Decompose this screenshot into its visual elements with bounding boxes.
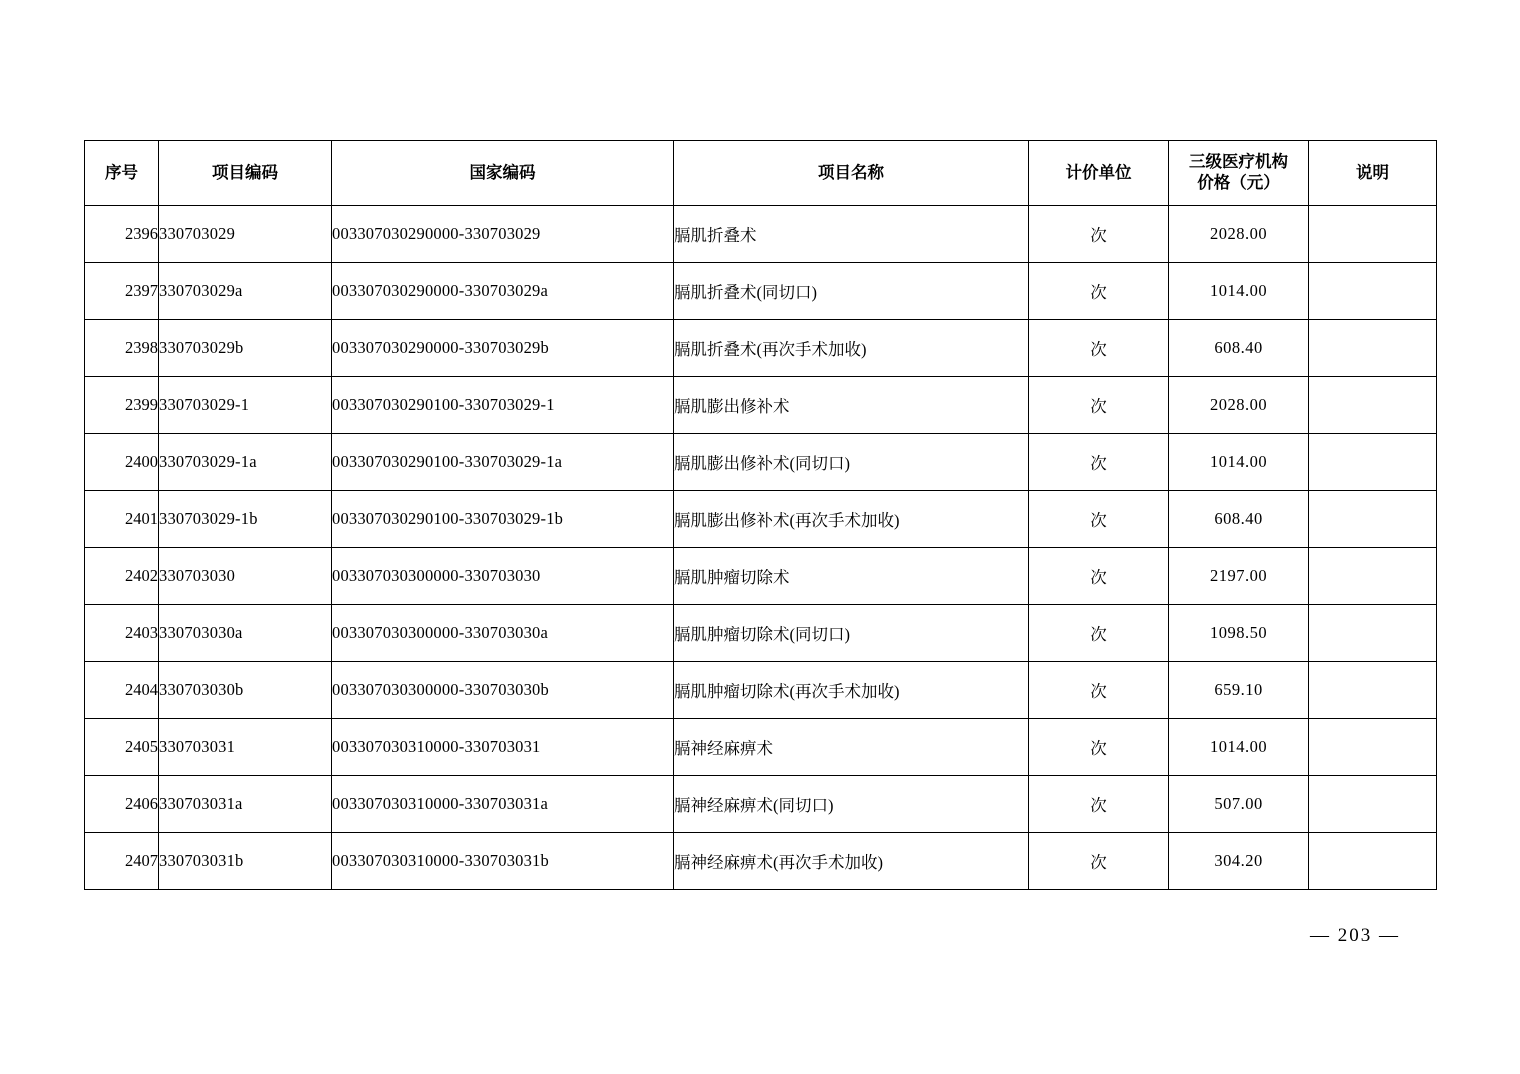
cell-note — [1309, 491, 1437, 548]
cell-seq: 2399 — [85, 377, 159, 434]
cell-price: 1014.00 — [1169, 263, 1309, 320]
cell-price: 2197.00 — [1169, 548, 1309, 605]
cell-note — [1309, 377, 1437, 434]
cell-price: 1014.00 — [1169, 434, 1309, 491]
cell-price: 608.40 — [1169, 491, 1309, 548]
cell-note — [1309, 605, 1437, 662]
table-row — [85, 833, 1437, 890]
cell-price: 507.00 — [1169, 776, 1309, 833]
cell-seq: 2403 — [85, 605, 159, 662]
cell-item-code: 330703029 — [159, 206, 332, 263]
cell-national-code: 003307030300000-330703030b — [332, 662, 674, 719]
price-table — [84, 140, 1437, 890]
column-header-item-name: 项目名称 — [674, 141, 1029, 206]
cell-price: 2028.00 — [1169, 206, 1309, 263]
cell-item-code: 330703029b — [159, 320, 332, 377]
cell-national-code: 003307030310000-330703031b — [332, 833, 674, 890]
cell-item-name: 膈神经麻痹术(同切口) — [674, 776, 1029, 833]
cell-unit: 次 — [1029, 662, 1169, 719]
table-row — [85, 662, 1437, 719]
cell-item-code: 330703030a — [159, 605, 332, 662]
cell-seq: 2404 — [85, 662, 159, 719]
table-row — [85, 320, 1437, 377]
page-number: — 203 — — [1310, 925, 1400, 946]
cell-national-code: 003307030290100-330703029-1 — [332, 377, 674, 434]
cell-item-name: 膈肌膨出修补术(再次手术加收) — [674, 491, 1029, 548]
cell-unit: 次 — [1029, 377, 1169, 434]
column-header-unit: 计价单位 — [1029, 141, 1169, 206]
cell-unit: 次 — [1029, 206, 1169, 263]
cell-seq: 2406 — [85, 776, 159, 833]
cell-item-code: 330703030b — [159, 662, 332, 719]
cell-price: 2028.00 — [1169, 377, 1309, 434]
cell-unit: 次 — [1029, 434, 1169, 491]
cell-national-code: 003307030290100-330703029-1a — [332, 434, 674, 491]
table-row — [85, 605, 1437, 662]
cell-item-name: 膈肌折叠术(再次手术加收) — [674, 320, 1029, 377]
cell-unit: 次 — [1029, 776, 1169, 833]
cell-seq: 2400 — [85, 434, 159, 491]
cell-price: 659.10 — [1169, 662, 1309, 719]
cell-unit: 次 — [1029, 263, 1169, 320]
table-header-row — [85, 141, 1437, 206]
cell-note — [1309, 719, 1437, 776]
cell-item-code: 330703031 — [159, 719, 332, 776]
cell-price: 608.40 — [1169, 320, 1309, 377]
cell-price: 1098.50 — [1169, 605, 1309, 662]
table-body — [85, 206, 1437, 890]
cell-item-name: 膈神经麻痹术 — [674, 719, 1029, 776]
cell-item-name: 膈肌肿瘤切除术(同切口) — [674, 605, 1029, 662]
column-header-price-line2: 价格（元） — [1197, 173, 1280, 192]
column-header-price-line1: 三级医疗机构 — [1189, 152, 1288, 172]
cell-item-name: 膈肌膨出修补术 — [674, 377, 1029, 434]
cell-item-code: 330703031b — [159, 833, 332, 890]
cell-price: 1014.00 — [1169, 719, 1309, 776]
cell-unit: 次 — [1029, 605, 1169, 662]
column-header-price — [1169, 141, 1309, 206]
cell-unit: 次 — [1029, 833, 1169, 890]
cell-item-code: 330703029-1a — [159, 434, 332, 491]
cell-item-code: 330703030 — [159, 548, 332, 605]
cell-item-code: 330703029-1b — [159, 491, 332, 548]
table-row — [85, 377, 1437, 434]
cell-national-code: 003307030310000-330703031a — [332, 776, 674, 833]
cell-note — [1309, 263, 1437, 320]
table-row — [85, 548, 1437, 605]
cell-national-code: 003307030290000-330703029 — [332, 206, 674, 263]
cell-national-code: 003307030310000-330703031 — [332, 719, 674, 776]
cell-note — [1309, 434, 1437, 491]
cell-note — [1309, 833, 1437, 890]
cell-item-code: 330703029-1 — [159, 377, 332, 434]
cell-national-code: 003307030300000-330703030a — [332, 605, 674, 662]
cell-seq: 2396 — [85, 206, 159, 263]
column-header-national-code: 国家编码 — [332, 141, 674, 206]
cell-seq: 2398 — [85, 320, 159, 377]
table-row — [85, 719, 1437, 776]
table-header — [85, 141, 1437, 206]
cell-unit: 次 — [1029, 548, 1169, 605]
cell-national-code: 003307030290000-330703029a — [332, 263, 674, 320]
cell-seq: 2405 — [85, 719, 159, 776]
cell-note — [1309, 662, 1437, 719]
cell-item-name: 膈肌折叠术 — [674, 206, 1029, 263]
cell-unit: 次 — [1029, 491, 1169, 548]
column-header-note: 说明 — [1309, 141, 1437, 206]
cell-item-code: 330703031a — [159, 776, 332, 833]
cell-note — [1309, 206, 1437, 263]
cell-item-name: 膈肌膨出修补术(同切口) — [674, 434, 1029, 491]
table-row — [85, 491, 1437, 548]
cell-seq: 2397 — [85, 263, 159, 320]
column-header-seq: 序号 — [85, 141, 159, 206]
cell-item-name: 膈肌折叠术(同切口) — [674, 263, 1029, 320]
cell-national-code: 003307030290000-330703029b — [332, 320, 674, 377]
cell-national-code: 003307030300000-330703030 — [332, 548, 674, 605]
cell-item-name: 膈肌肿瘤切除术 — [674, 548, 1029, 605]
cell-item-name: 膈神经麻痹术(再次手术加收) — [674, 833, 1029, 890]
cell-seq: 2401 — [85, 491, 159, 548]
cell-item-code: 330703029a — [159, 263, 332, 320]
cell-note — [1309, 776, 1437, 833]
cell-note — [1309, 548, 1437, 605]
cell-seq: 2407 — [85, 833, 159, 890]
table-row — [85, 434, 1437, 491]
table-row — [85, 776, 1437, 833]
column-header-item-code: 项目编码 — [159, 141, 332, 206]
cell-price: 304.20 — [1169, 833, 1309, 890]
cell-national-code: 003307030290100-330703029-1b — [332, 491, 674, 548]
table-row — [85, 206, 1437, 263]
cell-unit: 次 — [1029, 320, 1169, 377]
price-table-container — [84, 140, 1436, 890]
cell-unit: 次 — [1029, 719, 1169, 776]
table-row — [85, 263, 1437, 320]
cell-note — [1309, 320, 1437, 377]
cell-item-name: 膈肌肿瘤切除术(再次手术加收) — [674, 662, 1029, 719]
cell-seq: 2402 — [85, 548, 159, 605]
